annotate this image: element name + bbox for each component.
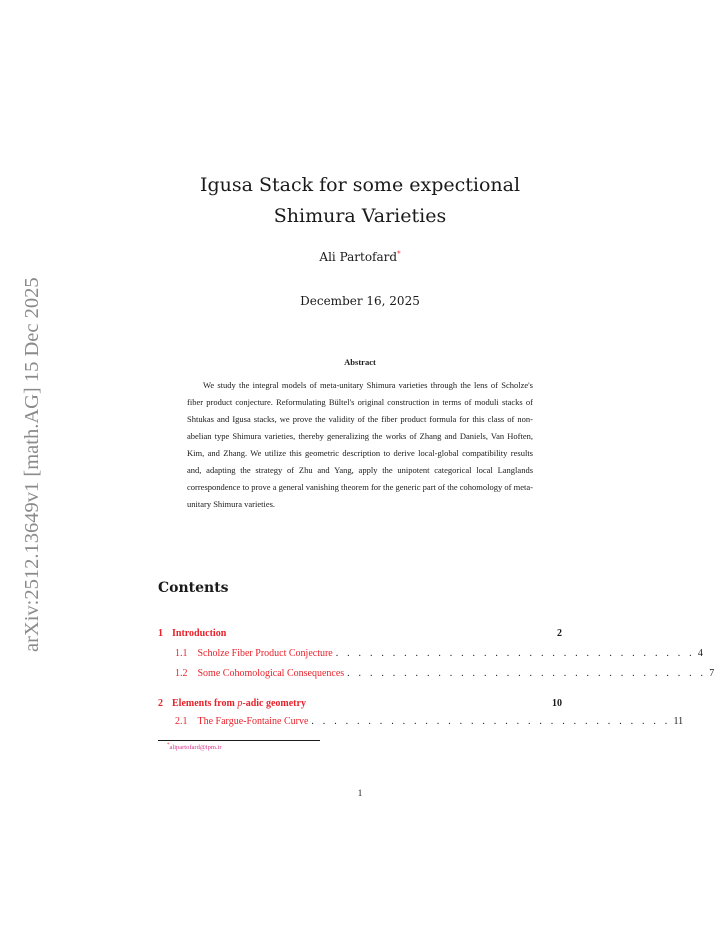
footnote [167,743,222,751]
toc-entry-number: 2.1 [175,716,188,727]
toc-entry-page: 7 [709,668,715,679]
toc-entry-p-adic-geometry[interactable] [158,698,562,714]
toc-entry-title[interactable]: The Fargue-Fontaine Curve [197,716,309,727]
toc-entry-title[interactable]: Scholze Fiber Product Conjecture [197,648,333,659]
toc-entry-page: 4 [697,648,703,659]
toc-entry-scholze-fiber-product[interactable] [158,648,703,664]
footnote-marker: * [167,743,170,748]
toc-leader: . . . . . . . . . . . . . . . . . . . . . . . . . . . . . . . . [335,648,695,659]
toc-leader: . . . . . . . . . . . . . . . . . . . . . . . . . . . . . . . . [311,716,671,727]
arxiv-identifier-stamp: arXiv:2512.13649v1 [math.AG] 15 Dec 2025 [21,277,43,653]
toc-entry-title[interactable] [172,698,306,709]
abstract-heading: Abstract [344,357,376,367]
toc-entry-title[interactable]: Introduction [172,628,227,639]
author-name: Ali Partofard [319,250,398,264]
abstract-body: We study the integral models of meta-unitary Shimura varieties through the lens of Scholze's fiber product conjecture. Reformulating Bültel's original construction in terms of moduli stacks of Shtukas and Igusa stacks, we prove the validity of the fiber product formula for this class of non-abelian type Shimura varieties, thereby generalizing the works of Zhang and Daniels, Van Hoften, Kim, and Zhang. We utilize this geometric description to derive local-global compatibility results and, adapting the strategy of Zhu and Yang, apply the unipotent categorical local Langlands correspondence to prove a general vanishing theorem for the generic part of the cohomology of meta-unitary Shimura varieties. [187,380,533,509]
toc-title-math-p: p [237,698,243,709]
contents-heading: Contents [158,580,229,596]
toc-entry-title[interactable]: Some Cohomological Consequences [197,668,345,679]
toc-entry-number: 1.1 [175,648,188,659]
toc-entry-number: 1 [158,628,163,639]
page-number: 1 [357,788,363,798]
paper-date: December 16, 2025 [300,294,420,308]
footnote-email-link[interactable]: alipartofard@ipm.ir [169,744,222,752]
toc-title-prefix: Elements from [172,698,238,709]
toc-entry-introduction[interactable] [158,628,562,644]
toc-title-suffix: -adic geometry [242,698,306,709]
footnote-rule [158,740,320,741]
toc-entry-number: 1.2 [175,668,188,679]
toc-entry-page: 11 [673,716,684,727]
toc-leader: . . . . . . . . . . . . . . . . . . . . . . . . . . . . . . . . [347,668,707,679]
author-footnote-marker[interactable]: * [397,250,401,258]
toc-entry-cohomological-consequences[interactable] [158,668,715,684]
toc-entry-number: 2 [158,698,163,709]
author-line [158,250,562,264]
toc-entry-fargue-fontaine-curve[interactable] [158,716,684,732]
paper-title: Igusa Stack for some expectional Shimura Varieties [199,174,521,227]
toc-entry-page: 2 [557,628,562,639]
toc-entry-page: 10 [552,698,562,709]
